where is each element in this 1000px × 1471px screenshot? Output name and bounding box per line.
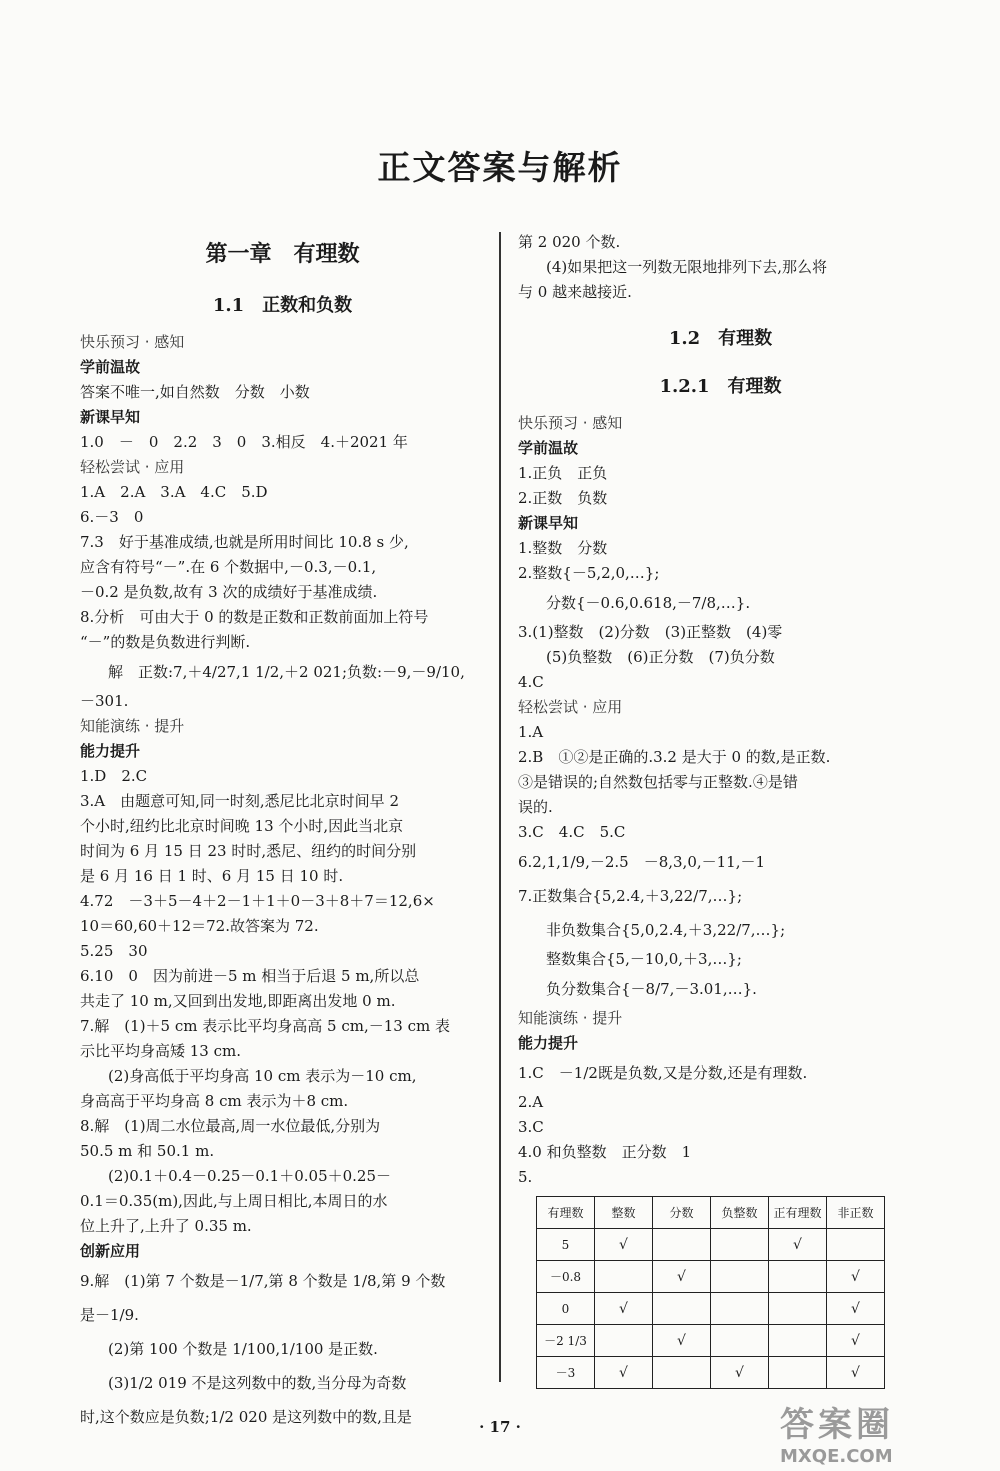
right-answer-line: 3.C 4.C 5.C bbox=[518, 823, 626, 841]
right-answer-line: 4.0 和负整数 正分数 1 bbox=[518, 1143, 692, 1161]
right-answer-line: ③是错误的;自然数包括零与正整数.④是错 bbox=[518, 773, 798, 791]
table-check-cell: √ bbox=[595, 1293, 653, 1325]
right-answer-line: 3.C bbox=[518, 1118, 544, 1136]
table-row-label: －0.8 bbox=[537, 1261, 595, 1293]
table-header-cell: 非正数 bbox=[827, 1197, 885, 1229]
table-header-row bbox=[537, 1197, 885, 1229]
right-answer-line: 1.C －1/2既是负数,又是分数,还是有理数. bbox=[518, 1064, 808, 1082]
right-answer-line: 2.整数{－5,2,0,…}; bbox=[518, 564, 660, 582]
right-answer-line: 2.A bbox=[518, 1093, 544, 1111]
left-answer-line: 个小时,纽约比北京时间晚 13 个小时,因此当北京 bbox=[80, 817, 404, 835]
table-check-cell bbox=[595, 1325, 653, 1357]
table-check-cell bbox=[711, 1293, 769, 1325]
right-answer-lines bbox=[518, 411, 923, 1190]
left-answer-line: 8.解 (1)周二水位最高,周一水位最低,分别为 bbox=[80, 1117, 381, 1135]
left-answer-lines bbox=[80, 330, 485, 1434]
section-heading: 1.1 正数和负数 bbox=[212, 295, 353, 316]
left-answer-line: 知能演练 · 提升 bbox=[80, 717, 185, 735]
subsection-heading: 1.2.1 有理数 bbox=[659, 376, 782, 397]
table-body bbox=[537, 1229, 885, 1389]
right-answer-line: 1.正负 正负 bbox=[518, 464, 608, 482]
column-divider bbox=[499, 232, 501, 1382]
right-answer-line: 新课早知 bbox=[518, 514, 579, 532]
left-answer-line: “－”的数是负数进行判断. bbox=[80, 633, 251, 651]
watermark-badge: 答案圈 bbox=[780, 1405, 894, 1445]
table-row-label: －3 bbox=[537, 1357, 595, 1389]
section-heading-2: 1.2 有理数 bbox=[668, 328, 773, 349]
table-row bbox=[537, 1325, 885, 1357]
right-continued-line: 第 2 020 个数. bbox=[518, 233, 621, 251]
right-continued-lines bbox=[518, 230, 923, 305]
table-check-cell bbox=[653, 1229, 711, 1261]
table-check-cell bbox=[769, 1357, 827, 1389]
left-answer-line: －0.2 是负数,故有 3 次的成绩好于基准成绩. bbox=[80, 583, 378, 601]
table-check-cell: √ bbox=[595, 1357, 653, 1389]
left-answer-line: (2)0.1＋0.4－0.25－0.1＋0.05＋0.25－ bbox=[108, 1167, 392, 1185]
table-row bbox=[537, 1261, 885, 1293]
left-answer-line: 能力提升 bbox=[80, 742, 141, 760]
right-answer-line: 2.B ①②是正确的.3.2 是大于 0 的数,是正数. bbox=[518, 748, 831, 766]
table-check-cell: √ bbox=[711, 1357, 769, 1389]
table-check-cell: √ bbox=[827, 1293, 885, 1325]
left-answer-line: 50.5 m 和 50.1 m. bbox=[80, 1142, 215, 1160]
table-row-label: 5 bbox=[537, 1229, 595, 1261]
left-answer-line: (2)第 100 个数是 1/100,1/100 是正数. bbox=[108, 1340, 378, 1358]
right-answer-line: 2.正数 负数 bbox=[518, 489, 608, 507]
right-answer-line: 6.2,1,1/9,－2.5 －8,3,0,－11,－1 bbox=[518, 853, 766, 871]
left-answer-line: 1.A 2.A 3.A 4.C 5.D bbox=[80, 483, 268, 501]
left-column bbox=[80, 230, 485, 1434]
right-answer-line: 轻松尝试 · 应用 bbox=[518, 698, 623, 716]
right-answer-line: 7.正数集合{5,2.4,＋3,22/7,…}; bbox=[518, 887, 743, 905]
table-check-cell: √ bbox=[653, 1325, 711, 1357]
right-answer-line: 5. bbox=[518, 1168, 533, 1186]
right-answer-line: 1.A bbox=[518, 723, 544, 741]
left-answer-line: 0.1＝0.35(m),因此,与上周日相比,本周日的水 bbox=[80, 1192, 388, 1210]
left-answer-line: 8.分析 可由大于 0 的数是正数和正数前面加上符号 bbox=[80, 608, 429, 626]
right-answer-line: 分数{－0.6,0.618,－7/8,…}. bbox=[546, 594, 751, 612]
table-row bbox=[537, 1293, 885, 1325]
left-answer-line: 6.10 0 因为前进－5 m 相当于后退 5 m,所以总 bbox=[80, 967, 420, 985]
left-answer-line: 应含有符号“－”.在 6 个数据中,－0.3,－0.1, bbox=[80, 558, 377, 576]
table-check-cell bbox=[711, 1261, 769, 1293]
left-answer-line: 7.解 (1)＋5 cm 表示比平均身高高 5 cm,－13 cm 表 bbox=[80, 1017, 450, 1035]
left-answer-line: 5.25 30 bbox=[80, 942, 148, 960]
right-answer-line: 学前温故 bbox=[518, 439, 579, 457]
right-answer-line: 误的. bbox=[518, 798, 553, 816]
left-answer-line: 10＝60,60＋12＝72.故答案为 72. bbox=[80, 917, 319, 935]
right-answer-line: 3.(1)整数 (2)分数 (3)正整数 (4)零 bbox=[518, 623, 783, 641]
table-check-cell: √ bbox=[827, 1325, 885, 1357]
table-check-cell bbox=[653, 1357, 711, 1389]
classification-table bbox=[536, 1196, 885, 1389]
table-header-cell: 分数 bbox=[653, 1197, 711, 1229]
left-answer-line: 7.3 好于基准成绩,也就是所用时间比 10.8 s 少, bbox=[80, 533, 409, 551]
right-column bbox=[518, 230, 923, 1389]
left-answer-line: (2)身高低于平均身高 10 cm 表示为－10 cm, bbox=[108, 1067, 417, 1085]
right-answer-line: 能力提升 bbox=[518, 1034, 579, 1052]
left-answer-line: (3)1/2 019 不是这列数中的数,当分母为奇数 bbox=[108, 1374, 407, 1392]
chapter-heading: 第一章 有理数 bbox=[205, 241, 360, 267]
table-header-cell: 正有理数 bbox=[769, 1197, 827, 1229]
right-answer-line: 4.C bbox=[518, 673, 544, 691]
watermark-site: MXQE.COM bbox=[780, 1446, 893, 1467]
left-answer-line: 时间为 6 月 15 日 23 时时,悉尼、纽约的时间分别 bbox=[80, 842, 417, 860]
right-answer-line: 非负数集合{5,0,2.4,＋3,22/7,…}; bbox=[546, 921, 786, 939]
right-answer-line: (5)负整数 (6)正分数 (7)负分数 bbox=[546, 648, 775, 666]
left-answer-line: 是 6 月 16 日 1 时、6 月 15 日 10 时. bbox=[80, 867, 344, 885]
table-check-cell: √ bbox=[827, 1261, 885, 1293]
table-header-cell: 整数 bbox=[595, 1197, 653, 1229]
table-row bbox=[537, 1229, 885, 1261]
left-answer-line: 1.D 2.C bbox=[80, 767, 148, 785]
left-answer-line: 身高高于平均身高 8 cm 表示为＋8 cm. bbox=[80, 1092, 349, 1110]
left-answer-line: 共走了 10 m,又回到出发地,即距离出发地 0 m. bbox=[80, 992, 396, 1010]
left-answer-line: 创新应用 bbox=[80, 1242, 141, 1260]
table-row-label: 0 bbox=[537, 1293, 595, 1325]
left-answer-line: 位上升了,上升了 0.35 m. bbox=[80, 1217, 252, 1235]
watermark-stamp bbox=[780, 1397, 980, 1467]
right-continued-line: (4)如果把这一列数无限地排列下去,那么将 bbox=[546, 258, 828, 276]
table-check-cell bbox=[769, 1325, 827, 1357]
left-answer-line: 3.A 由题意可知,同一时刻,悉尼比北京时间早 2 bbox=[80, 792, 399, 810]
table-check-cell bbox=[769, 1293, 827, 1325]
table-header-cell: 负整数 bbox=[711, 1197, 769, 1229]
table-row bbox=[537, 1357, 885, 1389]
left-answer-line: 9.解 (1)第 7 个数是－1/7,第 8 个数是 1/8,第 9 个数 bbox=[80, 1272, 446, 1290]
right-answer-line: 知能演练 · 提升 bbox=[518, 1009, 623, 1027]
right-continued-line: 与 0 越来越接近. bbox=[518, 283, 632, 301]
table-check-cell: √ bbox=[769, 1229, 827, 1261]
left-answer-line: 1.0 － 0 2.2 3 0 3.相反 4.＋2021 年 bbox=[80, 433, 408, 451]
table-row-label: －2 1/3 bbox=[537, 1325, 595, 1357]
right-answer-line: 1.整数 分数 bbox=[518, 539, 608, 557]
table-check-cell: √ bbox=[827, 1357, 885, 1389]
left-answer-line: 新课早知 bbox=[80, 408, 141, 426]
right-answer-line: 负分数集合{－8/7,－3.01,…}. bbox=[546, 980, 757, 998]
classification-table-wrap bbox=[536, 1196, 923, 1389]
table-check-cell bbox=[711, 1325, 769, 1357]
left-answer-line: 学前温故 bbox=[80, 358, 141, 376]
right-answer-line: 快乐预习 · 感知 bbox=[518, 414, 623, 432]
table-check-cell: √ bbox=[653, 1261, 711, 1293]
page-number: · 17 · bbox=[479, 1418, 521, 1436]
left-answer-line: 快乐预习 · 感知 bbox=[80, 333, 185, 351]
left-answer-line: 4.72 －3＋5－4＋2－1＋1＋0－3＋8＋7＝12,6× bbox=[80, 892, 435, 910]
left-answer-line: 6.－3 0 bbox=[80, 508, 144, 526]
table-header-cell: 有理数 bbox=[537, 1197, 595, 1229]
left-answer-line: 轻松尝试 · 应用 bbox=[80, 458, 185, 476]
left-answer-line: 答案不唯一,如自然数 分数 小数 bbox=[80, 383, 310, 401]
table-check-cell: √ bbox=[595, 1229, 653, 1261]
left-answer-line: 是－1/9. bbox=[80, 1306, 139, 1324]
table-check-cell bbox=[827, 1229, 885, 1261]
left-answer-line: 解 正数:7,＋4/27,1 1/2,＋2 021;负数:－9,－9/10, bbox=[108, 663, 465, 681]
left-answer-line: 示比平均身高矮 13 cm. bbox=[80, 1042, 242, 1060]
left-answer-line: －301. bbox=[80, 692, 129, 710]
table-check-cell bbox=[711, 1229, 769, 1261]
right-answer-line: 整数集合{5,－10,0,＋3,…}; bbox=[546, 950, 742, 968]
left-answer-line: 时,这个数应是负数;1/2 020 是这列数中的数,且是 bbox=[80, 1408, 412, 1426]
table-check-cell bbox=[769, 1261, 827, 1293]
page-title: 正文答案与解析 bbox=[377, 148, 623, 187]
table-check-cell bbox=[653, 1293, 711, 1325]
table-check-cell bbox=[595, 1261, 653, 1293]
